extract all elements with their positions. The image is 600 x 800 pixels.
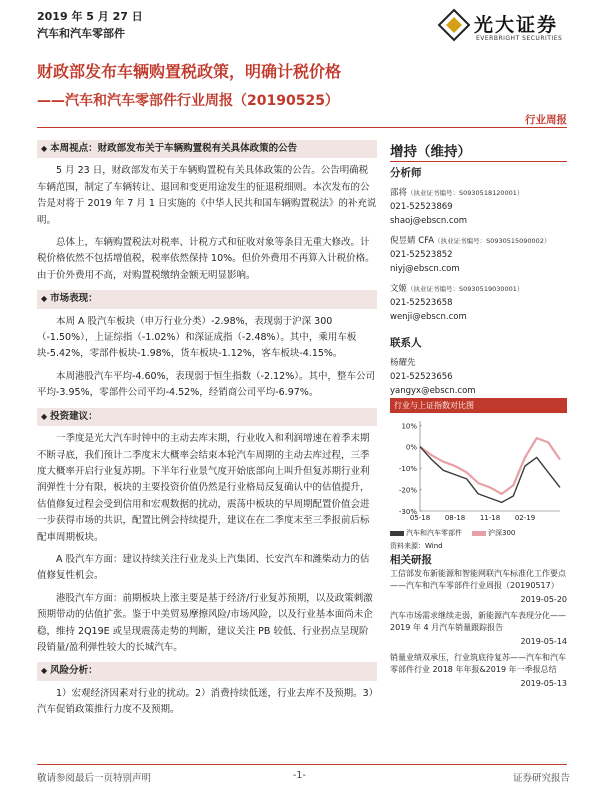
analyst-cert: （执业证书编号：S0930515090002） [434, 237, 551, 245]
contact-phone: 021-52523656 [390, 372, 453, 382]
analyst-phone: 021-52523658 [390, 298, 453, 308]
x-tick-label: 08-18 [444, 514, 466, 522]
paragraph: 本周港股汽车平均-4.60%，表现弱于恒生指数（-2.12%）。其中，整车公司平均-3.95%，零部件公司平均-4.52%，经销商公司平均-6.97%。 [37, 370, 375, 399]
legend-item-hs300 [472, 528, 515, 538]
paragraph: 一季度是光大汽车时钟中的主动去库末期，行业收入和利润增速在着季末期不断寻底，我们预计二季度末大概率会结束本轮汽车周期的主动去库过程，三季度大概率开启行业复苏期。下半年行业景气度开始底部向上叫升但复苏期行业利润弹性十分有限，板块的主要投资价值仍然是行业格局反复确认中的估值提升，估值修复过程会受到信用和宏观数据的扰动，震荡中板块的早周期配置价值会进一步获得市场的共识，配置比例会持续提升，建议在在二季度末至三季报前后标配車周期板块。 [37, 433, 370, 543]
analyst-entry [390, 282, 567, 324]
legend-swatch-dark [390, 531, 404, 536]
chart-legend [390, 528, 567, 538]
legend-label: 汽车和汽车零部件 [406, 529, 462, 537]
logo-cn-text: 光大证券 [474, 14, 559, 36]
analyst-entry [390, 234, 567, 276]
y-tick-label: 10% [401, 422, 417, 431]
section-title: 本周视点：财政部发布关于车辆购置税有关具体政策的公告 [50, 143, 298, 154]
related-date: 2019-05-20 [520, 595, 567, 604]
related-title: 工信部发布新能源和智能网联汽车标准化工作要点——汽车和汽车零部件行业周报（20190517） [390, 569, 566, 590]
section-title: 市场表现： [50, 293, 98, 305]
diamond-bullet-icon: ◆ [41, 294, 48, 304]
logo-mark-icon [437, 8, 471, 42]
analysts-heading: 分析师 [390, 167, 422, 179]
analyst-entry [390, 186, 567, 228]
section-title: 风险分析： [50, 665, 98, 677]
related-reports [390, 554, 567, 694]
related-date: 2019-05-13 [520, 679, 567, 688]
analyst-phone: 021-52523869 [390, 202, 453, 212]
section-header-advice [37, 408, 377, 426]
y-tick-label: -10% [398, 465, 417, 474]
x-tick-label: 05-18 [409, 514, 431, 522]
page-number: -1- [293, 770, 306, 781]
logo-en-text: EVERBRIGHT SECURITIES [476, 35, 563, 42]
y-tick-label: 0% [405, 443, 417, 452]
comparison-chart [390, 398, 567, 551]
footer-divider [37, 764, 567, 765]
chart-source: 资料来源：Wind [390, 542, 443, 550]
paragraph: 5 月 23 日，财政部发布关于车辆购置税有关具体政策的公告。公告明确税车辆范围，制定了车辆转让、退回和变更用途发生的征退税细则。本次发布的公告是对将于 2019 年 7 月 1 日实施的《中华人民共和国车辆购置税法》的补充说明。 [37, 165, 377, 226]
report-subtitle: ——汽车和汽车零部件行业周报（20190525） [37, 93, 339, 109]
related-date: 2019-05-14 [520, 637, 567, 646]
related-item[interactable] [390, 568, 567, 606]
company-logo [437, 8, 567, 50]
footer-label: 证券研究报告 [513, 773, 571, 784]
diamond-bullet-icon: ◆ [41, 666, 48, 676]
footer-disclaimer: 敬请参阅最后一页特别声明 [37, 773, 152, 784]
series-line-hs300 [420, 438, 560, 494]
legend-label: 沪深300 [488, 529, 516, 537]
diamond-bullet-icon: ◆ [41, 411, 48, 421]
paragraph: 总体上，车辆购置税法对税率、计税方式和征收对象等条目无重大修改。计税价格依然不包括增值税，税率依然保持 10%。但价外费用不再算入计税价格。由于价外费用不高，对购置税缴纳金额无明显影响。 [37, 237, 375, 281]
y-tick-label: -20% [398, 486, 417, 495]
report-date: 2019 年 5 月 27 日 [37, 10, 143, 23]
series-line-sector [420, 447, 560, 503]
main-content [37, 136, 377, 725]
analyst-name: 邵将 [390, 188, 408, 198]
analyst-cert: （执业证书编号：S0930519030001） [407, 285, 524, 293]
analyst-name: 文姬 [390, 284, 408, 294]
x-tick-label: 02-19 [514, 514, 536, 522]
y-tick-label: -30% [398, 508, 417, 516]
report-sector: 汽车和汽车零部件 [37, 27, 125, 40]
contact-name: 杨耀先 [390, 358, 416, 368]
diamond-bullet-icon: ◆ [41, 144, 48, 153]
section-header-viewpoint [37, 140, 377, 158]
legend-item-sector [390, 528, 462, 538]
paragraph: A 股汽车方面：建议持续关注行业龙头上汽集团、长安汽车和潍柴动力的估值修复性机会。 [37, 553, 370, 582]
chart-plot [390, 413, 567, 523]
related-item[interactable] [390, 610, 567, 648]
paragraph: 本周 A 股汽车板块（申万行业分类）-2.98%，表现弱于沪深 300（-1.50%），上证综指（-1.02%）和深证成指（-2.48%）。其中，乘用车板块-5.42%，零部件板块-1.98%，货车板块-1.12%，客车板块-4.15%。 [37, 315, 357, 360]
contact-entry [390, 356, 567, 398]
report-title: 财政部发布车辆购置税政策，明确计税价格 [37, 62, 342, 81]
analyst-email[interactable]: niyj@ebscn.com [390, 264, 460, 274]
related-title: 销量业绩双承压，行业筑底待复苏——汽车和汽车零部件行业 2018 年年报&2019 年一季报总结 [390, 653, 566, 674]
related-title: 汽车市场需求继续走弱，新能源汽车表现分化——2019 年 4 月汽车销量跟踪报告 [390, 611, 566, 632]
analyst-name: 倪昱婧 CFA [390, 236, 435, 246]
section-title: 投资建议： [50, 410, 98, 422]
paragraph: 1）宏观经济因素对行业的扰动。2）消费持续低迷，行业去库不及预期。3）汽车促销政策推行力度不及预期。 [37, 687, 374, 716]
report-type: 行业周报 [525, 114, 567, 126]
header-divider [37, 127, 567, 128]
related-item[interactable] [390, 652, 567, 690]
sidebar [390, 136, 567, 398]
analyst-phone: 021-52523852 [390, 250, 453, 260]
paragraph: 港股汽车方面：前期板块上涨主要是基于经济/行业复苏预期，以及政策刺激预期带动的估值扩张。鉴于中美贸易摩擦风险/市场风险，以及行业基本面尚未企稳，维持 2Q19E 或呈现震荡走势的判断，建议关注 PB 较低、行业拐点呈现阶段销量/盈利弹性较大的长城汽车。 [37, 592, 373, 653]
section-header-risk [37, 662, 377, 680]
rating: 增持（维持） [390, 144, 471, 160]
chart-title: 行业与上证指数对比图 [390, 398, 567, 413]
section-header-market [37, 290, 377, 308]
contact-heading: 联系人 [390, 337, 422, 349]
analyst-cert: （执业证书编号：S0930518120001） [407, 189, 524, 197]
rating-divider [390, 161, 567, 162]
related-heading: 相关研报 [390, 554, 432, 566]
contact-email[interactable]: yangyx@ebscn.com [390, 386, 476, 396]
analyst-email[interactable]: wenji@ebscn.com [390, 312, 467, 322]
analyst-email[interactable]: shaoj@ebscn.com [390, 216, 468, 226]
x-tick-label: 11-18 [479, 514, 501, 522]
legend-swatch-pink [472, 531, 486, 536]
